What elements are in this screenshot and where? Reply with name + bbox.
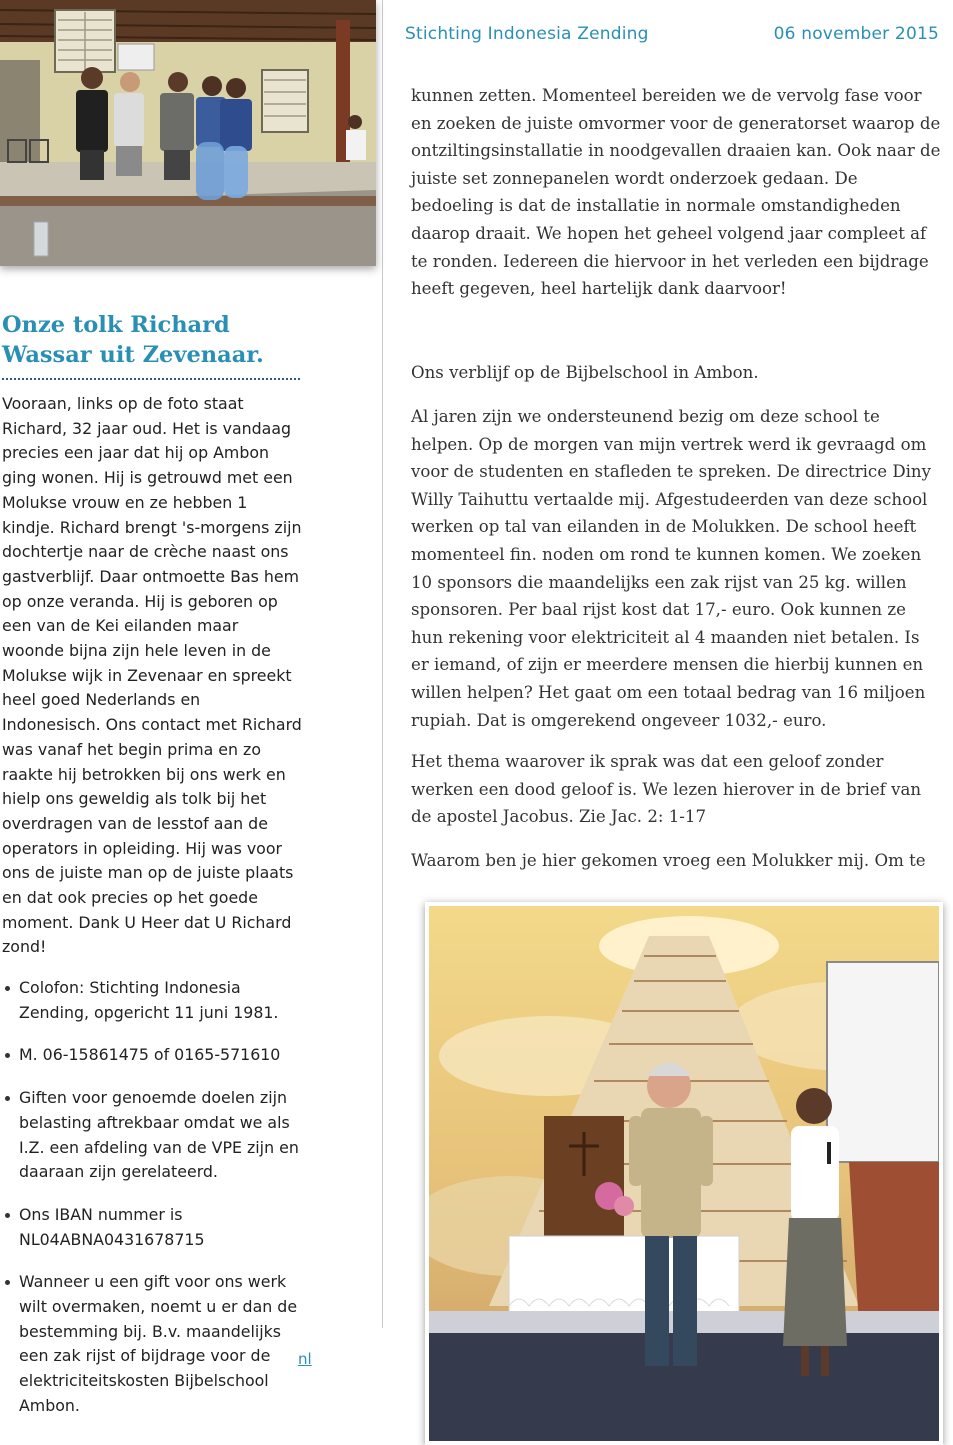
bullet-iban: Ons IBAN nummer is NL04ABNA0431678715 [2,1203,312,1252]
sidebar-title [2,310,302,370]
column-divider [382,0,383,1328]
photo-veranda-group [0,0,376,266]
main-section-heading: Ons verblijf op de Bijbelschool in Ambon. [411,363,759,382]
main-paragraph-question: Waarom ben je hier gekomen vroeg een Molukker mij. Om te [411,851,926,870]
header-organization: Stichting Indonesia Zending [405,24,649,44]
sidebar-title-line-1: Onze tolk Richard [2,312,230,338]
sidebar-title-line-2: Wassar uit Zevenaar. [2,342,264,368]
veranda-photo-illustration [0,0,376,266]
bullet-phone: M. 06-15861475 of 0165-571610 [2,1043,312,1068]
header-date: 06 november 2015 [773,24,939,44]
sidebar-dotted-rule [2,378,300,380]
sidebar-body-text: Vooraan, links op de foto staat Richard, 32 jaar oud. Het is vandaag precies een jaar dat hij op Ambon ging wonen. Hij is getrouwd met een Molukse vrouw en ze hebben 1 kindje. Richard brengt 's-morgens zijn dochtertje naar de crèche naast ons gastverblijf. Daar ontmoette Bas hem op onze veranda. Hij is geboren op een van de Kei eilanden maar woonde bijna zijn hele leven in de Molukse wijk in Zevenaar en spreekt heel goed Nederlands en Indonesisch. Ons contact met Richard was vanaf het begin prima en zo raakte hij betrokken bij ons werk en hielp ons geweldig als tolk bij het overdragen van de lesstof aan de operators in opleiding. Hij was voor ons de juiste man op de juiste plaats en dat ook precies op het goede moment. Dank U Heer dat U Richard zond! [2,394,302,957]
bullet-tax-deductible: Giften voor genoemde doelen zijn belasting aftrekbaar omdat we als I.Z. een afdeling van de VPE zijn en daaraan zijn gerelateerd. [2,1086,312,1185]
main-paragraph-school: Al jaren zijn we ondersteunend bezig om deze school te helpen. Op de morgen van mijn vertrek werd ik gevraagd om voor de studenten en stafleden te spreken. De directrice Diny Willy Taihuttu vertaalde mij. Afgestudeerden van deze school werken op tal van eilanden in de Molukken. De school heeft momenteel fin. noden om rond te kunnen komen. We zoeken 10 sponsors die maandelijks een zak rijst van 25 kg. willen sponsoren. Per baal rijst kost dat 17,- euro. Ook kunnen ze hun rekening voor elektriciteit al 4 maanden niet betalen. Is er iemand, of zijn er meerdere mensen die hierbij kunnen en willen helpen? Het gaat om een totaal bedrag van 16 miljoen rupiah. Dat is omgerekend ongeveer 1032,- euro. [411,407,931,730]
main-paragraph-theme: Het thema waarover ik sprak was dat een geloof zonder werken een dood geloof is. We lezen hierover in de brief van de apostel Jacobus. Zie Jac. 2: 1-17 [411,752,922,827]
stray-link-fragment[interactable]: nl [298,1350,312,1368]
sidebar-bullet-list [2,976,312,1437]
photo-stage-speakers [425,902,943,1445]
bullet-colofon: Colofon: Stichting Indonesia Zending, opgericht 11 juni 1981. [2,976,312,1025]
bullet-gift-instructions: Wanneer u een gift voor ons werk wilt overmaken, noemt u er dan de bestemming bij. B.v. maandelijks een zak rijst of bijdrage voor de elektriciteitskosten Bijbelschool Ambon. [2,1270,312,1418]
main-paragraph-continuation: kunnen zetten. Momenteel bereiden we de vervolg fase voor en zoeken de juiste omvormer voor de generatorset waarop de ontziltingsinstallatie in noodgevallen draaien kan. Ook naar de juiste set zonnepanelen wordt onderzoek gedaan. De bedoeling is dat de installatie in normale omstandigheden daarop draait. We hopen het geheel volgend jaar compleet af te ronden. Iedereen die hiervoor in het verleden een bijdrage heeft gegeven, heel hartelijk dank daarvoor! [411,86,941,299]
stage-photo-illustration [429,906,939,1441]
